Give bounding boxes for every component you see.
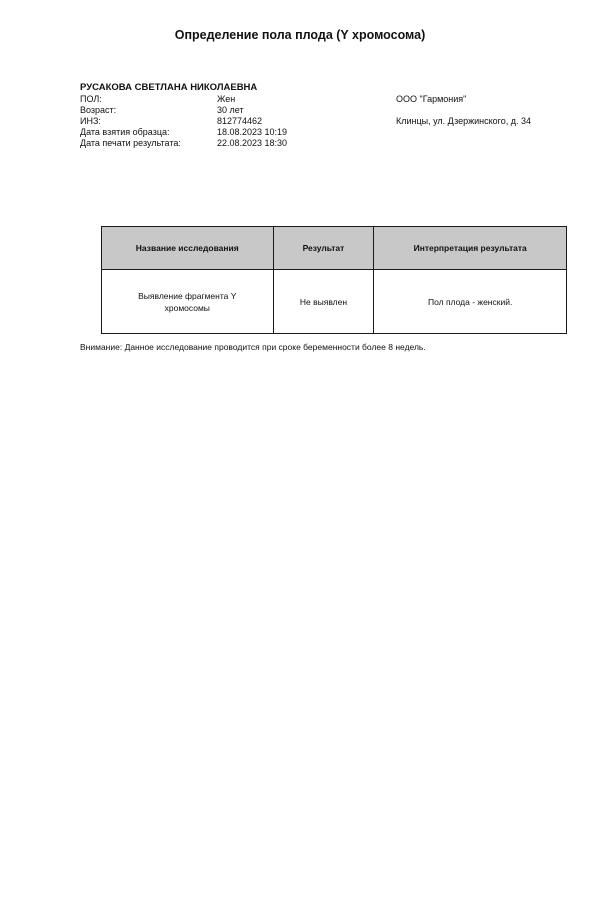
document-title: Определение пола плода (Y хромосома) <box>174 28 426 42</box>
organization-name: ООО "Гармония" <box>396 94 467 104</box>
field-print-date <box>80 138 287 149</box>
field-inz-value: 812774462 <box>217 116 263 126</box>
header-interpretation: Интерпретация результата <box>374 227 567 270</box>
field-inz <box>80 116 262 127</box>
field-print-date-value: 22.08.2023 18:30 <box>217 138 288 148</box>
cell-interpretation: Пол плода - женский. <box>374 270 567 334</box>
field-sample-date <box>80 127 287 138</box>
table-header-row <box>102 227 567 270</box>
field-sex-label: ПОЛ: <box>80 94 102 104</box>
cell-test-name: Выявление фрагмента Y хромосомы <box>102 270 274 334</box>
cell-result: Не выявлен <box>273 270 374 334</box>
organization-address: Клинцы, ул. Дзержинского, д. 34 <box>396 116 532 126</box>
attention-note: Внимание: Данное исследование проводится при сроке беременности более 8 недель. <box>80 342 426 352</box>
field-print-date-label: Дата печати результата: <box>80 138 181 148</box>
field-sex <box>80 94 235 105</box>
field-sex-value: Жен <box>217 94 236 104</box>
table-row <box>102 270 567 334</box>
header-result: Результат <box>273 227 374 270</box>
field-age-label: Возраст: <box>80 105 117 115</box>
patient-name: РУСАКОВА СВЕТЛАНА НИКОЛАЕВНА <box>80 82 258 93</box>
field-sample-date-value: 18.08.2023 10:19 <box>217 127 288 137</box>
field-age-value: 30 лет <box>217 105 244 115</box>
header-test-name: Название исследования <box>102 227 274 270</box>
field-age <box>80 105 244 116</box>
field-inz-label: ИНЗ: <box>80 116 101 126</box>
results-table <box>101 226 567 334</box>
field-sample-date-label: Дата взятия образца: <box>80 127 170 137</box>
